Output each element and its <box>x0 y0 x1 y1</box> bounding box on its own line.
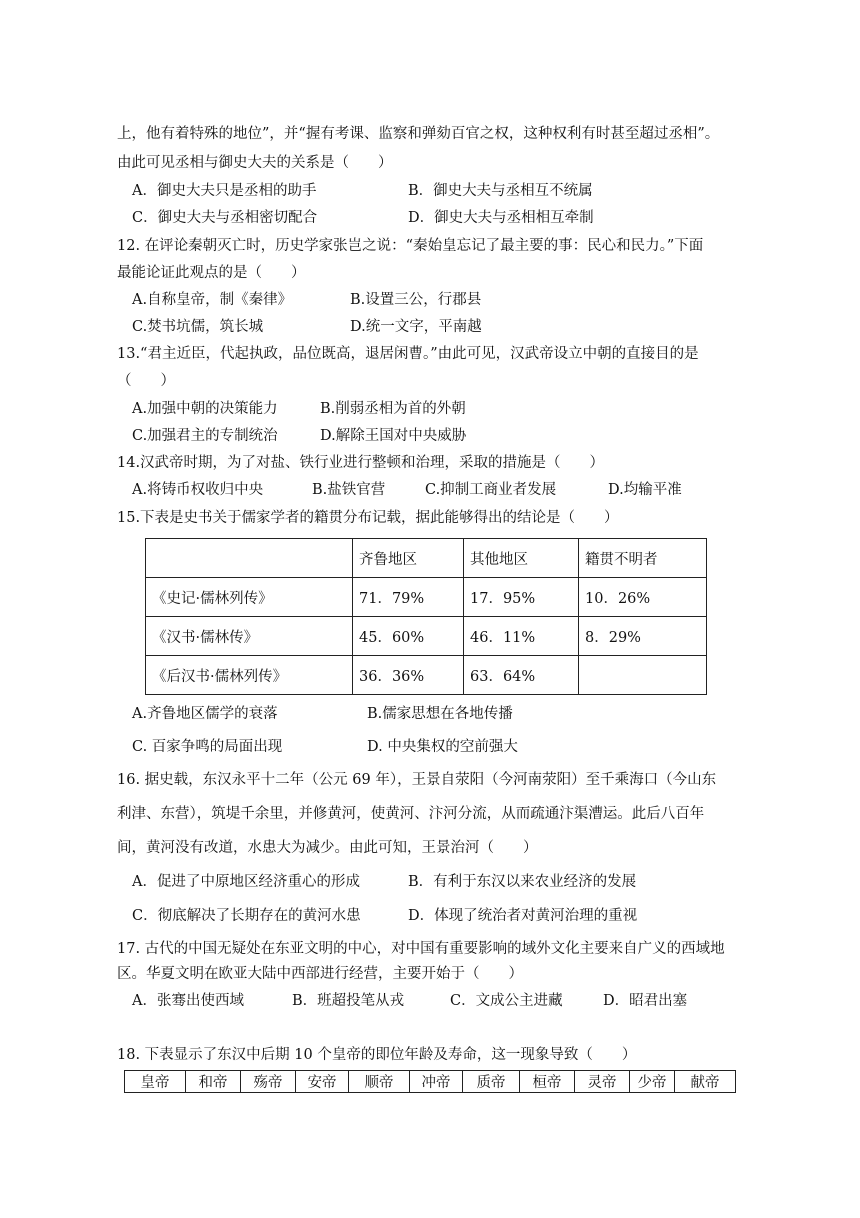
table-cell <box>579 656 707 695</box>
q17-option-a[interactable]: A．张骞出使西域 <box>132 993 244 1009</box>
q12-option-d[interactable]: D.统一文字，平南越 <box>350 319 482 335</box>
table-header: 其他地区 <box>464 539 579 578</box>
q16-line2: 利津、东营），筑堤千余里，并修黄河，使黄河、汴河分流，从而疏通汴渠漕运。此后八百年 <box>117 806 705 822</box>
q15-table <box>145 538 707 695</box>
table-cell: 71．79% <box>353 578 464 617</box>
q11-option-a[interactable]: A．御史大夫只是丞相的助手 <box>132 183 317 199</box>
q11-option-b[interactable]: B．御史大夫与丞相互不统属 <box>408 183 593 199</box>
q14-option-c[interactable]: C.抑制工商业者发展 <box>425 482 557 498</box>
q12-option-c[interactable]: C.焚书坑儒，筑长城 <box>132 319 264 335</box>
table-cell: 《后汉书·儒林列传》 <box>146 656 353 695</box>
table-cell: 少帝 <box>630 1071 675 1093</box>
table-row <box>125 1071 736 1093</box>
q12-option-a[interactable]: A.自称皇帝，制《秦律》 <box>132 292 293 308</box>
table-cell: 顺帝 <box>349 1071 410 1093</box>
q15-line1: 15.下表是史书关于儒家学者的籍贯分布记载，据此能够得出的结论是（ ） <box>117 510 619 526</box>
q11-option-c[interactable]: C．御史大夫与丞相密切配合 <box>132 210 318 226</box>
table-cell: 安帝 <box>296 1071 349 1093</box>
table-cell: 冲帝 <box>410 1071 463 1093</box>
q11-option-d[interactable]: D．御史大夫与丞相相互牵制 <box>408 210 594 226</box>
q12-line2: 最能论证此观点的是（ ） <box>117 265 306 281</box>
q13-option-d[interactable]: D.解除王国对中央威胁 <box>320 428 467 444</box>
q13-option-c[interactable]: C.加强君主的专制统治 <box>132 428 278 444</box>
table-cell: 灵帝 <box>575 1071 630 1093</box>
table-cell: 质帝 <box>463 1071 520 1093</box>
table-cell: 8．29% <box>579 617 707 656</box>
table-cell: 45．60% <box>353 617 464 656</box>
q15-option-c[interactable]: C. 百家争鸣的局面出现 <box>132 739 283 755</box>
q18-line1: 18. 下表显示了东汉中后期 10 个皇帝的即位年龄及寿命，这一现象导致（ ） <box>117 1047 637 1063</box>
table-header: 皇帝 <box>125 1071 186 1093</box>
q16-option-d[interactable]: D．体现了统治者对黄河治理的重视 <box>408 908 638 924</box>
table-cell: 殇帝 <box>241 1071 296 1093</box>
q15-option-a[interactable]: A.齐鲁地区儒学的衰落 <box>132 706 278 722</box>
table-row <box>146 578 707 617</box>
table-header: 籍贯不明者 <box>579 539 707 578</box>
table-header: 齐鲁地区 <box>353 539 464 578</box>
q16-option-c[interactable]: C．彻底解决了长期存在的黄河水患 <box>132 908 361 924</box>
q17-option-d[interactable]: D．昭君出塞 <box>603 993 688 1009</box>
q14-option-b[interactable]: B.盐铁官营 <box>312 482 386 498</box>
q16-line1: 16. 据史载，东汉永平十二年（公元 69 年），王景自荥阳（今河南荥阳）至千乘海口（今山东 <box>117 772 717 788</box>
q14-option-a[interactable]: A.将铸币权收归中央 <box>132 482 264 498</box>
q17-option-c[interactable]: C．文成公主进藏 <box>450 993 563 1009</box>
table-cell: 桓帝 <box>520 1071 575 1093</box>
q13-option-b[interactable]: B.削弱丞相为首的外朝 <box>320 401 466 417</box>
table-cell: 17．95% <box>464 578 579 617</box>
q18-table <box>124 1070 736 1093</box>
table-cell: 《史记·儒林列传》 <box>146 578 353 617</box>
table-cell: 和帝 <box>186 1071 241 1093</box>
q11-line1: 上，他有着特殊的地位”，并“握有考课、监察和弹劾百官之权，这种权利有时甚至超过丞相”。 <box>117 126 720 142</box>
table-cell: 献帝 <box>675 1071 736 1093</box>
q13-line2: （ ） <box>117 373 175 389</box>
q15-option-d[interactable]: D. 中央集权的空前强大 <box>367 739 518 755</box>
table-row <box>146 617 707 656</box>
q13-line1: 13.“君主近臣，代起执政，品位既高，退居闲曹。”由此可见，汉武帝设立中朝的直接目的是 <box>117 346 699 362</box>
q14-line1: 14.汉武帝时期，为了对盐、铁行业进行整顿和治理，采取的措施是（ ） <box>117 455 605 471</box>
q14-option-d[interactable]: D.均输平准 <box>608 482 682 498</box>
q15-option-b[interactable]: B.儒家思想在各地传播 <box>367 706 513 722</box>
table-row <box>146 539 707 578</box>
q16-line3: 间，黄河没有改道，水患大为减少。由此可知，王景治河（ ） <box>117 840 538 856</box>
table-cell: 《汉书·儒林传》 <box>146 617 353 656</box>
q17-line2: 区。华夏文明在欧亚大陆中西部进行经营，主要开始于（ ） <box>117 966 523 982</box>
table-cell: 63．64% <box>464 656 579 695</box>
q16-option-b[interactable]: B．有利于东汉以来农业经济的发展 <box>408 874 637 890</box>
q17-line1: 17. 古代的中国无疑处在东亚文明的中心，对中国有重要影响的域外文化主要来自广义的西域地 <box>117 941 725 957</box>
q13-option-a[interactable]: A.加强中朝的决策能力 <box>132 401 278 417</box>
q12-line1: 12. 在评论秦朝灭亡时，历史学家张岂之说：“秦始皇忘记了最主要的事：民心和民力。”下面 <box>117 238 704 254</box>
q11-line2: 由此可见丞相与御史大夫的关系是（ ） <box>117 155 393 171</box>
table-row <box>146 656 707 695</box>
table-cell <box>146 539 353 578</box>
table-cell: 10．26% <box>579 578 707 617</box>
table-cell: 36．36% <box>353 656 464 695</box>
q12-option-b[interactable]: B.设置三公，行郡县 <box>350 292 482 308</box>
q17-option-b[interactable]: B．班超投笔从戎 <box>292 993 405 1009</box>
table-cell: 46．11% <box>464 617 579 656</box>
q16-option-a[interactable]: A．促进了中原地区经济重心的形成 <box>132 874 360 890</box>
